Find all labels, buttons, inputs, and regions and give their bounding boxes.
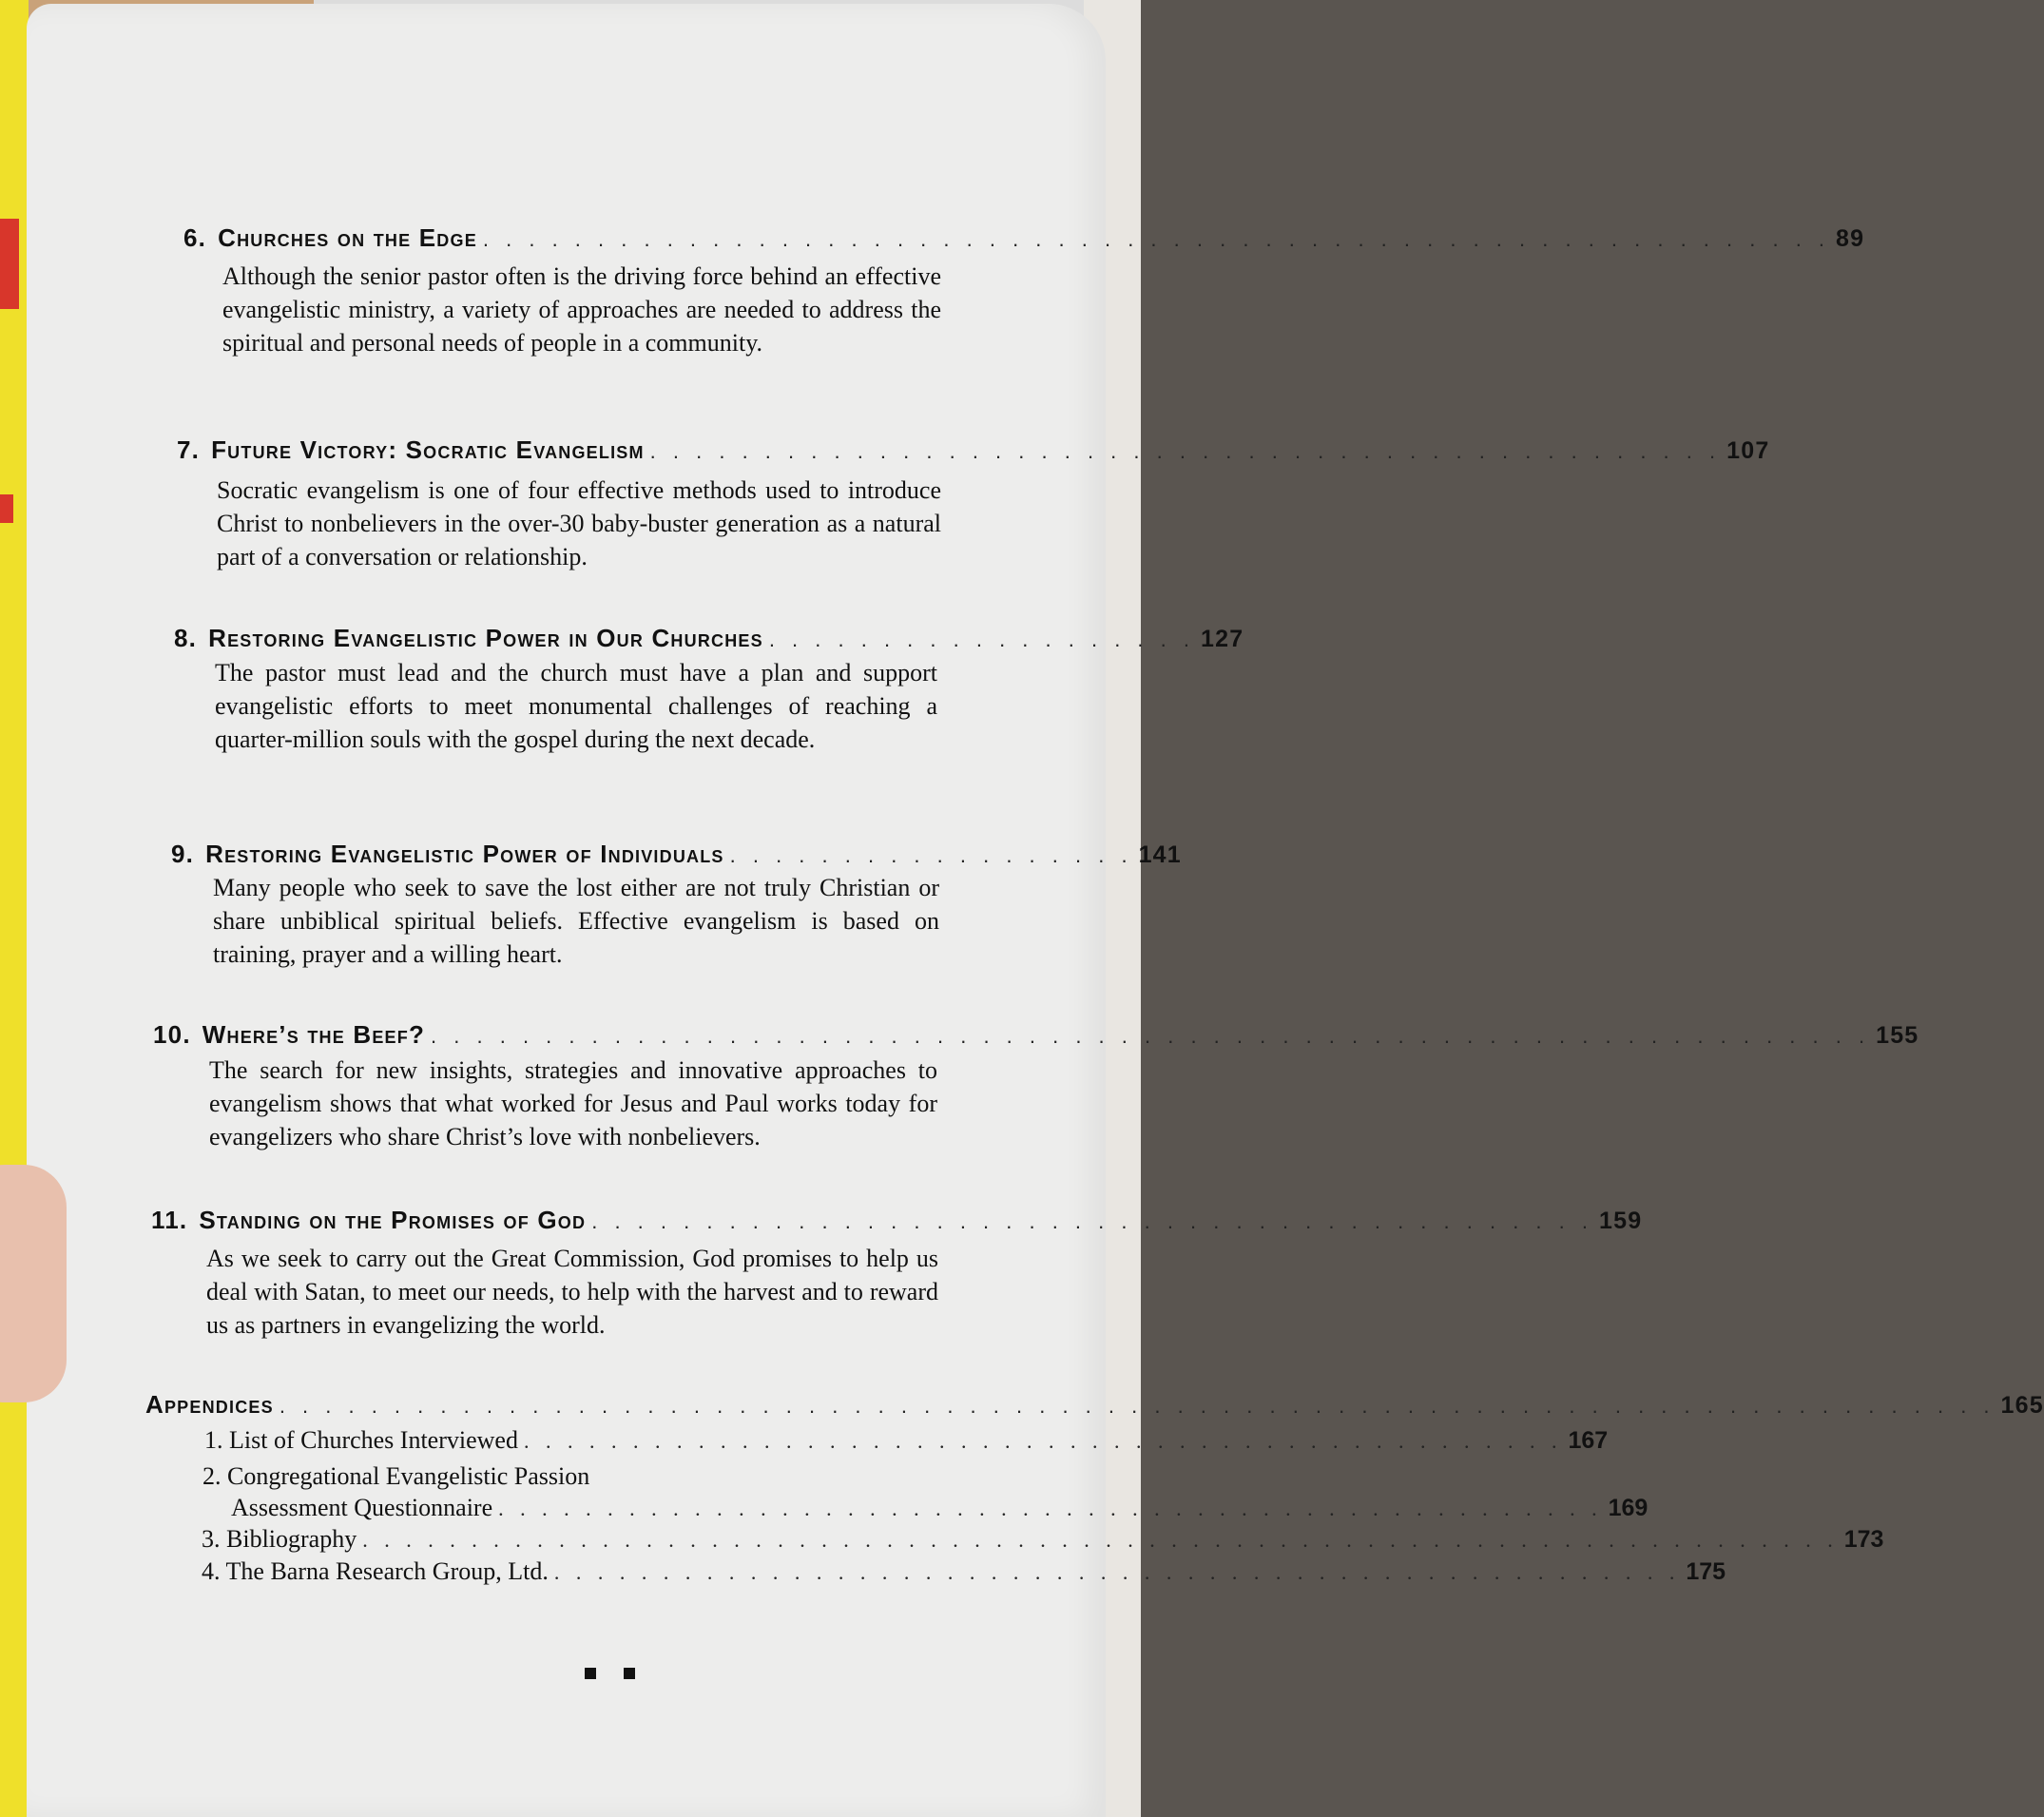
dot-leader: . . . . . . . . . . . . . . . . . . . . . . . . . . . . . . . . . . . . . . . . . . . . . . . . . . . — [498, 1497, 1603, 1520]
dot-leader: . . . . . . . . . . . . . . . . . . . — [768, 628, 1195, 651]
page-number: 175 — [1686, 1558, 1726, 1585]
ornament-square — [585, 1668, 596, 1679]
chapter-description: Although the senior pastor often is the driving force behind an effective evangelistic ministry, a variety of approaches are needed to address the spiritual and personal needs of people in a community. — [222, 262, 941, 357]
chapter-title: Where’s the Beef? — [202, 1020, 426, 1049]
page-number: 159 — [1599, 1208, 1643, 1234]
toc-entry-heading — [183, 223, 1865, 253]
chapter-title: Restoring Evangelistic Power in Our Churches — [208, 624, 763, 652]
page-number: 169 — [1608, 1495, 1649, 1521]
page-number: 167 — [1568, 1427, 1609, 1454]
thumb — [0, 1165, 67, 1402]
dot-leader: . . . . . . . . . . . . . . . . . . . . . . . . . . . . . . . . . . . . . . . . . . . . . . . — [649, 439, 1722, 463]
toc-entry-heading — [171, 840, 1182, 869]
appendix-item — [202, 1525, 1884, 1554]
page-number: 141 — [1138, 841, 1182, 868]
chapter-title: Future Victory: Socratic Evangelism — [211, 435, 645, 464]
appendix-label: 4. The Barna Research Group, Ltd. — [202, 1557, 549, 1585]
appendices-title: Appendices — [145, 1390, 274, 1419]
toc-entry-heading — [174, 624, 1244, 653]
dot-leader: . . . . . . . . . . . . . . . . . . . . . . . . . . . . . . . . . . . . . . . . . . . . . . . . . . . . . . . . . . . — [482, 227, 1831, 251]
chapter-title: Churches on the Edge — [218, 223, 477, 252]
appendix-label: Assessment Questionnaire — [231, 1494, 493, 1521]
page-number: 89 — [1836, 225, 1865, 252]
chapter-number: 8. — [174, 624, 198, 652]
dot-leader: . . . . . . . . . . . . . . . . . . . . . . . . . . . . . . . . . . . . . . . . . . . . . . . . . . . . — [553, 1560, 1681, 1584]
chapter-description: The pastor must lead and the church must have a plan and support evangelistic efforts to meet monumental challenges of reaching a quarter-million souls with the gospel during the next decade. — [215, 659, 937, 753]
chapter-title: Restoring Evangelistic Power of Individuals — [205, 840, 724, 868]
toc-entry-heading — [177, 435, 1770, 465]
dot-leader: . . . . . . . . . . . . . . . . . . . . . . . . . . . . . . . . . . . . . . . . . . . . . . . . . . . . . . . . . . . . . . . . . . . . . . . . . . . — [279, 1394, 1996, 1418]
dot-leader: . . . . . . . . . . . . . . . . . . . . . . . . . . . . . . . . . . . . . . . . . . . . — [591, 1209, 1593, 1233]
appendix-item-label-line1: 2. Congregational Evangelistic Passion — [202, 1462, 590, 1490]
ornament-square — [624, 1668, 635, 1679]
chapter-description: The search for new insights, strategies and innovative approaches to evangelism shows that what worked for Jesus and Paul works today for evangelizers who share Christ’s love with nonbelievers. — [209, 1056, 937, 1150]
appendix-label: 1. List of Churches Interviewed — [204, 1426, 518, 1454]
dot-leader: . . . . . . . . . . . . . . . . . . . . . . . . . . . . . . . . . . . . . . . . . . . . . . . . — [523, 1429, 1563, 1453]
dot-leader: . . . . . . . . . . . . . . . . . . . . . . . . . . . . . . . . . . . . . . . . . . . . . . . . . . . . . . . . . . . . . . . . . . . . — [362, 1528, 1839, 1552]
dot-leader: . . . . . . . . . . . . . . . . . . — [729, 843, 1133, 867]
toc-entry-heading — [151, 1206, 1643, 1235]
chapter-title: Standing on the Promises of God — [199, 1206, 587, 1234]
chapter-number: 7. — [177, 435, 201, 464]
chapter-number: 11. — [151, 1206, 188, 1234]
chapter-number: 10. — [153, 1020, 191, 1049]
chapter-description: As we seek to carry out the Great Commission, God promises to help us deal with Satan, to meet our needs, to help with the harvest and to reward us as partners in evangelizing the world. — [206, 1245, 938, 1339]
toc-entry-heading — [153, 1020, 1919, 1050]
page-number: 127 — [1200, 626, 1244, 652]
chapter-description: Many people who seek to save the lost either are not truly Christian or share unbiblical spiritual beliefs. Effective evangelism is based on training, prayer and a willing heart. — [213, 874, 939, 968]
appendix-item — [231, 1494, 1649, 1522]
dot-leader: . . . . . . . . . . . . . . . . . . . . . . . . . . . . . . . . . . . . . . . . . . . . . . . . . . . . . . . . . . . . . . . — [431, 1024, 1871, 1048]
appendix-item — [202, 1557, 1726, 1586]
chapter-number: 9. — [171, 840, 195, 868]
appendices-heading — [145, 1390, 2044, 1420]
page-number: 173 — [1843, 1526, 1884, 1553]
page-number: 165 — [2000, 1392, 2044, 1419]
page-number: 155 — [1876, 1022, 1919, 1049]
appendix-item — [204, 1426, 1609, 1455]
appendix-label: 3. Bibliography — [202, 1525, 357, 1553]
page-number: 107 — [1726, 437, 1770, 464]
chapter-description: Socratic evangelism is one of four effective methods used to introduce Christ to nonbelievers in the over-30 baby-buster generation as a natural part of a conversation or relationship. — [217, 476, 941, 570]
chapter-number: 6. — [183, 223, 207, 252]
